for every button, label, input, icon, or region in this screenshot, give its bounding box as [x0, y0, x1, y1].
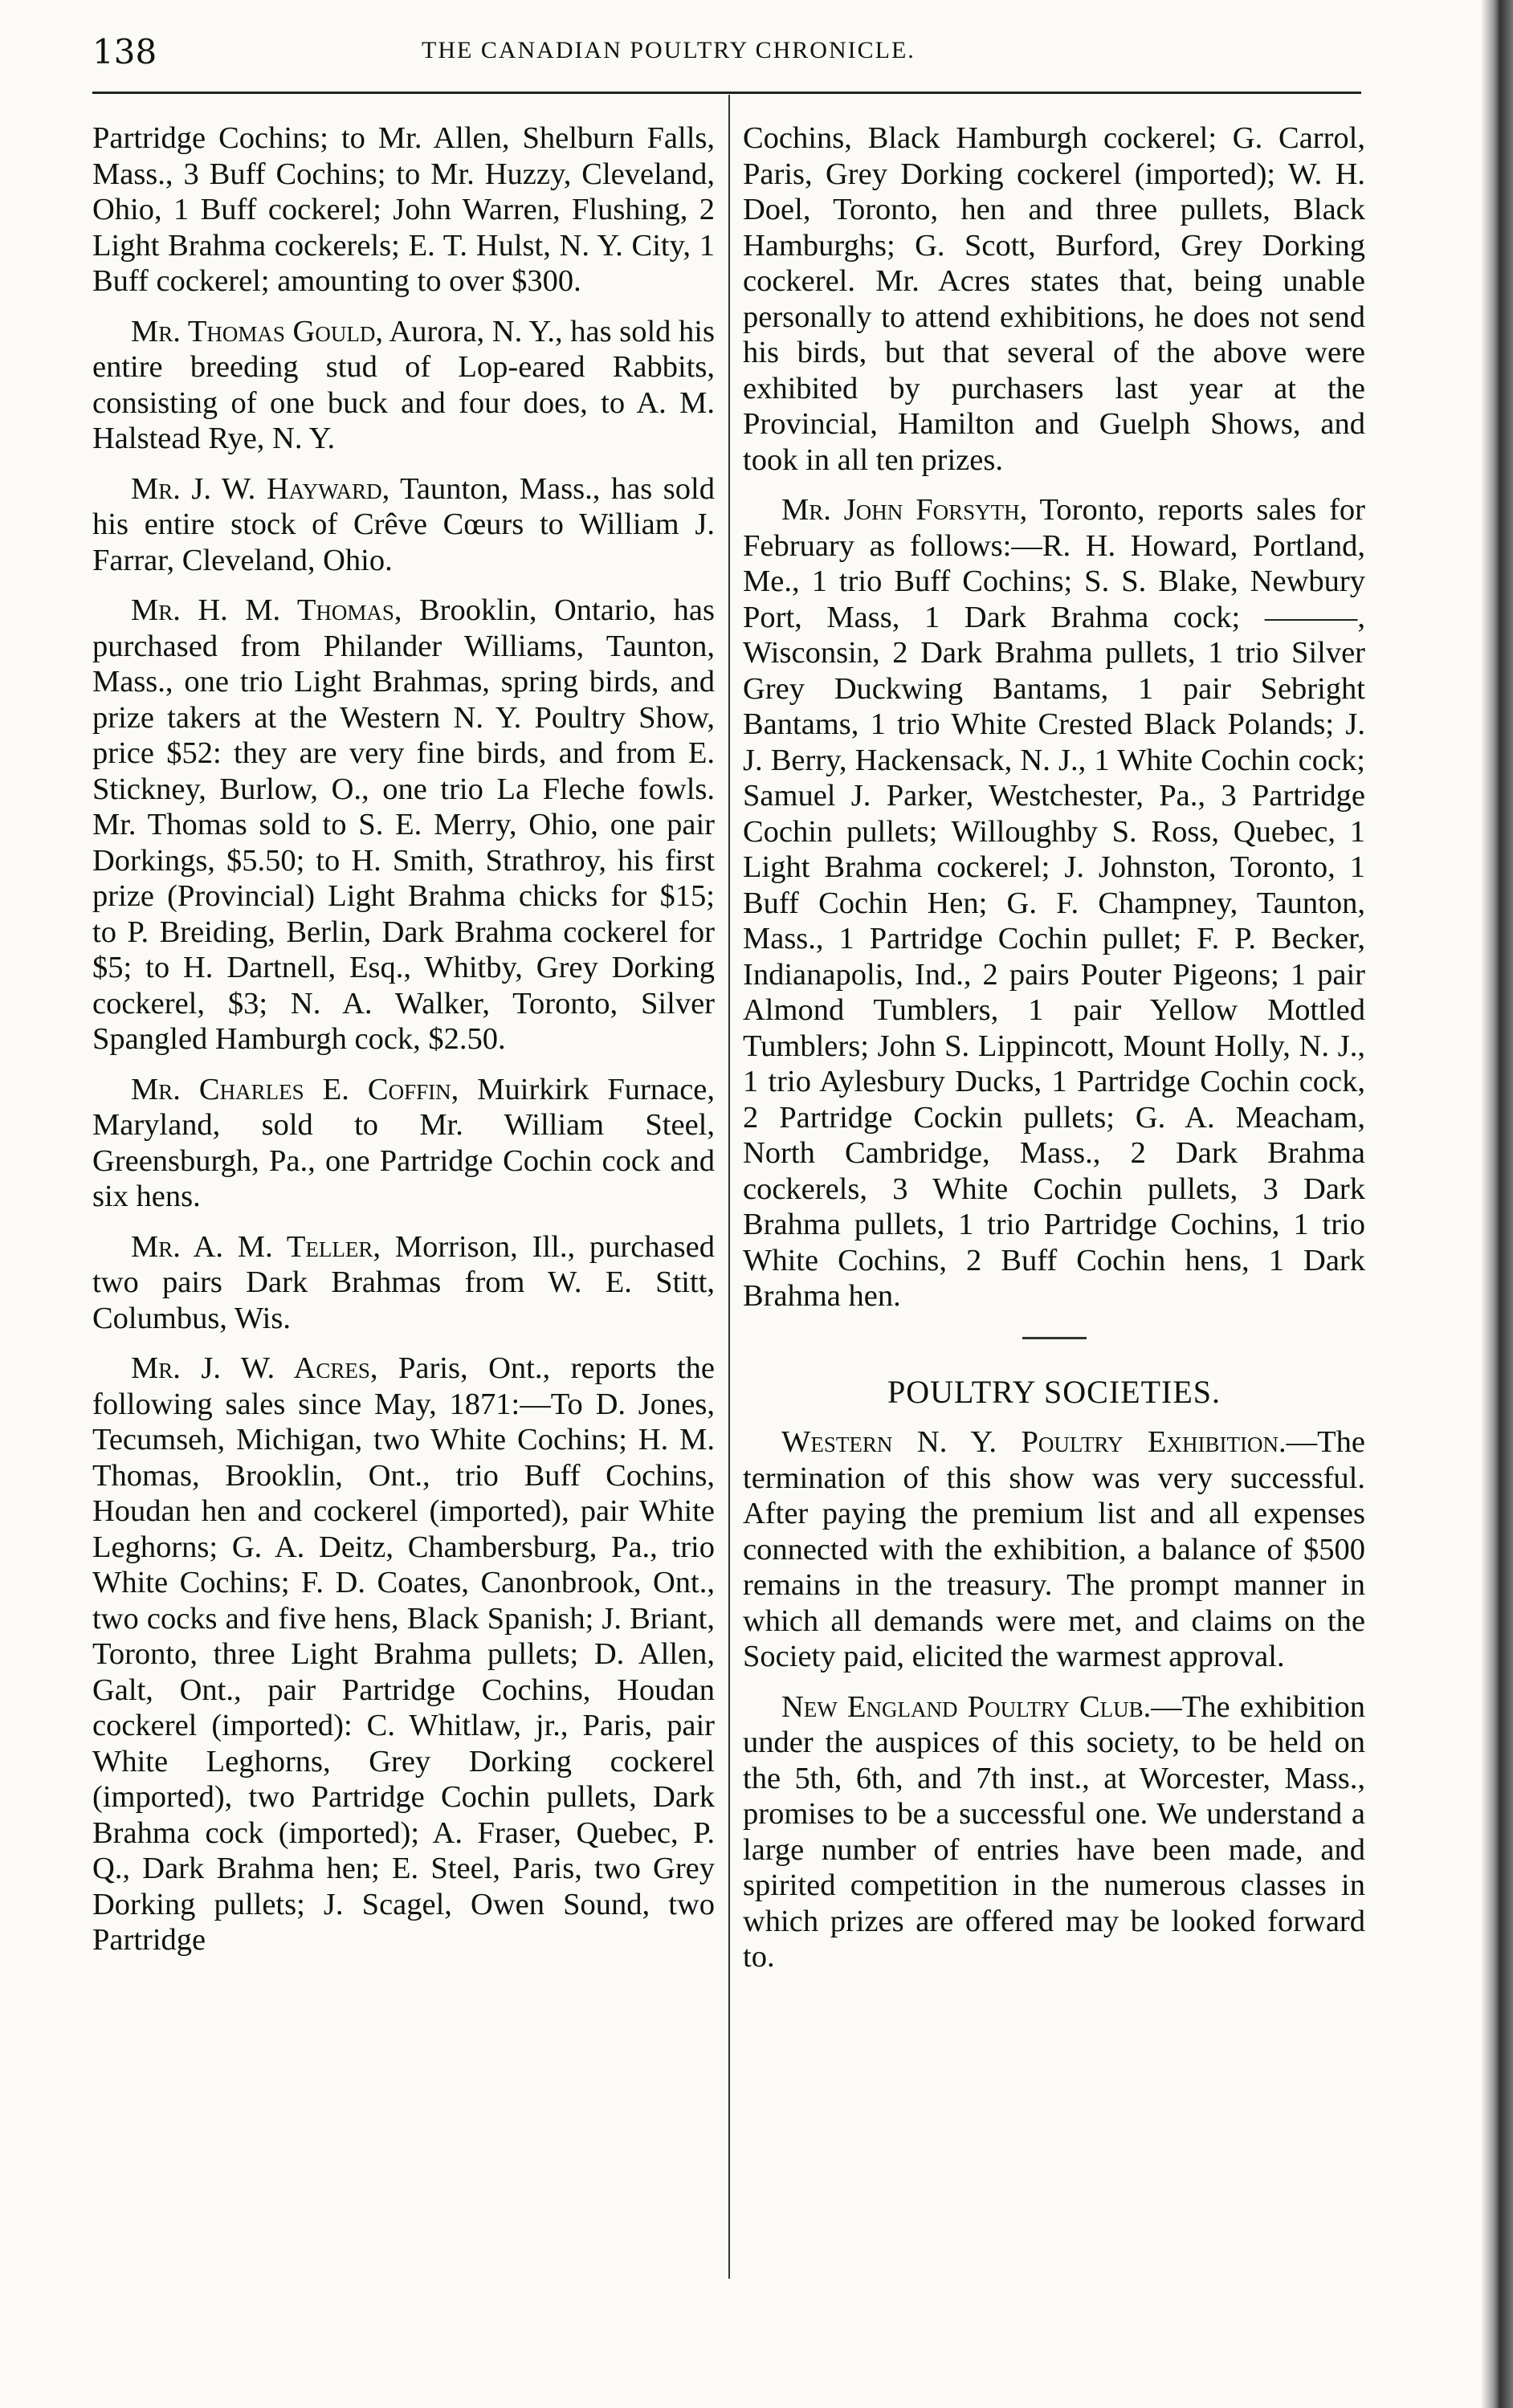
page-edge-shadow — [1481, 0, 1513, 2408]
paragraph: Mr. H. M. Thomas, Brooklin, Ontario, has purchased from Philander Williams, Taunton, Mass., one trio Light Brahmas, spring birds, and prize takers at the Western N. Y. Poultry Show, price $52: they are very fine birds, and from E. Stickney, Burlow, O., one trio La Fleche fowls. Mr. Thomas sold to S. E. Merry, Ohio, one pair Dorkings, $5.50; to H. Smith, Strathroy, his first prize (Provincial) Light Brahma chicks for $15; to P. Breiding, Berlin, Dark Brahma cockerel for $5; to H. Dartnell, Esq., Whitby, Grey Dorking cockerel, $3; N. A. Walker, Toronto, Silver Spangled Hamburgh cock, $2.50. — [92, 593, 715, 1056]
section-heading: POULTRY SOCIETIES. — [887, 1373, 1221, 1410]
paragraph: Mr. Thomas Gould, Aurora, N. Y., has sold his entire breeding stud of Lop-eared Rabbits, consisting of one buck and four does, to A. M. Halstead Rye, N. Y. — [92, 314, 715, 455]
paragraph: Mr. J. W. Acres, Paris, Ont., reports the following sales since May, 1871:—To D. Jones, Tecumseh, Michigan, two White Cochins; H. M. Thomas, Brooklin, Ont., trio Buff Cochins, Houdan hen and cockerel (imported), pair White Leghorns; G. A. Deitz, Chambersburg, Pa., trio White Cochins; F. D. Coates, Canonbrook, Ont., two cocks and five hens, Black Spanish; J. Briant, Toronto, three Light Brahma pullets; D. Allen, Galt, Ont., pair Partridge Cochins, Houdan cockerel (imported): C. Whitlaw, jr., Paris, pair White Leghorns, Grey Dorking cockerel (imported), two Partridge Cochin pullets, Dark Brahma cock (imported); A. Fraser, Quebec, P. Q., Dark Brahma hen; E. Steel, Paris, two Grey Dorking pullets; J. Scagel, Owen Sound, two Partridge — [92, 1351, 715, 1957]
left-column — [92, 120, 715, 1973]
page-number: 138 — [92, 32, 157, 71]
paragraph: Cochins, Black Hamburgh cockerel; G. Carrol, Paris, Grey Dorking cockerel (imported); W. H. Doel, Toronto, hen and three pullets, Black Hamburghs; G. Scott, Burford, Grey Dorking cockerel. Mr. Acres states that, being unable personally to attend exhibitions, he does not send his birds, but that several of the above were exhibited by purchasers last year at the Provincial, Hamilton and Guelph Shows, and took in all ten prizes. — [743, 121, 1365, 477]
paragraph: Mr. J. W. Hayward, Taunton, Mass., has sold his entire stock of Crêve Cœurs to William J. Farrar, Cleveland, Ohio. — [92, 471, 715, 577]
section-separator — [1022, 1337, 1087, 1339]
page-header — [92, 32, 1361, 88]
right-column — [743, 120, 1365, 1990]
paragraph: Mr. Charles E. Coffin, Muirkirk Furnace, Maryland, sold to Mr. William Steel, Greensburgh, Pa., one Partridge Cochin cock and six hens. — [92, 1072, 715, 1213]
paragraph: Western N. Y. Poultry Exhibition.—The termination of this show was very successful. After paying the premium list and all expenses connected with the exhibition, a balance of $500 remains in the treasury. The prompt manner in which all demands were met, and claims on the Society paid, elicited the warmest approval. — [743, 1425, 1365, 1673]
paragraph: Partridge Cochins; to Mr. Allen, Shelburn Falls, Mass., 3 Buff Cochins; to Mr. Huzzy, Cleveland, Ohio, 1 Buff cockerel; John Warren, Flushing, 2 Light Brahma cockerels; E. T. Hulst, N. Y. City, 1 Buff cockerel; amounting to over $300. — [92, 121, 715, 298]
column-divider — [728, 95, 730, 2279]
running-title: THE CANADIAN POULTRY CHRONICLE. — [422, 37, 916, 63]
header-rule — [92, 92, 1361, 94]
paragraph: New England Poultry Club.—The exhibition under the auspices of this society, to be held on the 5th, 6th, and 7th inst., at Worcester, Mass., promises to be a successful one. We understand a large number of entries have been made, and spirited competition in the numerous classes in which prizes are offered may be looked forward to. — [743, 1689, 1365, 1974]
paragraph: Mr. A. M. Teller, Morrison, Ill., purchased two pairs Dark Brahmas from W. E. Stitt, Columbus, Wis. — [92, 1229, 715, 1335]
paragraph: Mr. John Forsyth, Toronto, reports sales for February as follows:—R. H. Howard, Portland, Me., 1 trio Buff Cochins; S. S. Blake, Newbury Port, Mass, 1 Dark Brahma cock; ———, Wisconsin, 2 Dark Brahma pullets, 1 trio Silver Grey Duckwing Bantams, 1 pair Sebright Bantams, 1 trio White Crested Black Polands; J. J. Berry, Hackensack, N. J., 1 White Cochin cock; Samuel J. Parker, Westchester, Pa., 3 Partridge Cochin pullets; Willoughby S. Ross, Quebec, 1 Light Brahma cockerel; J. Johnston, Toronto, 1 Buff Cochin Hen; G. F. Champney, Taunton, Mass., 1 Partridge Cochin pullet; F. P. Becker, Indianapolis, Ind., 2 pairs Pouter Pigeons; 1 pair Almond Tumblers, 1 pair Yellow Mottled Tumblers; John S. Lippincott, Mount Holly, N. J., 1 trio Aylesbury Ducks, 1 Partridge Cochin cock, 2 Partridge Cockin pullets; G. A. Meacham, North Cambridge, Mass., 2 Dark Brahma cockerels, 3 White Cochin pullets, 3 Dark Brahma pullets, 1 trio Partridge Cochins, 1 trio White Cochins, 2 Buff Cochin hens, 1 Dark Brahma hen. — [743, 493, 1365, 1313]
